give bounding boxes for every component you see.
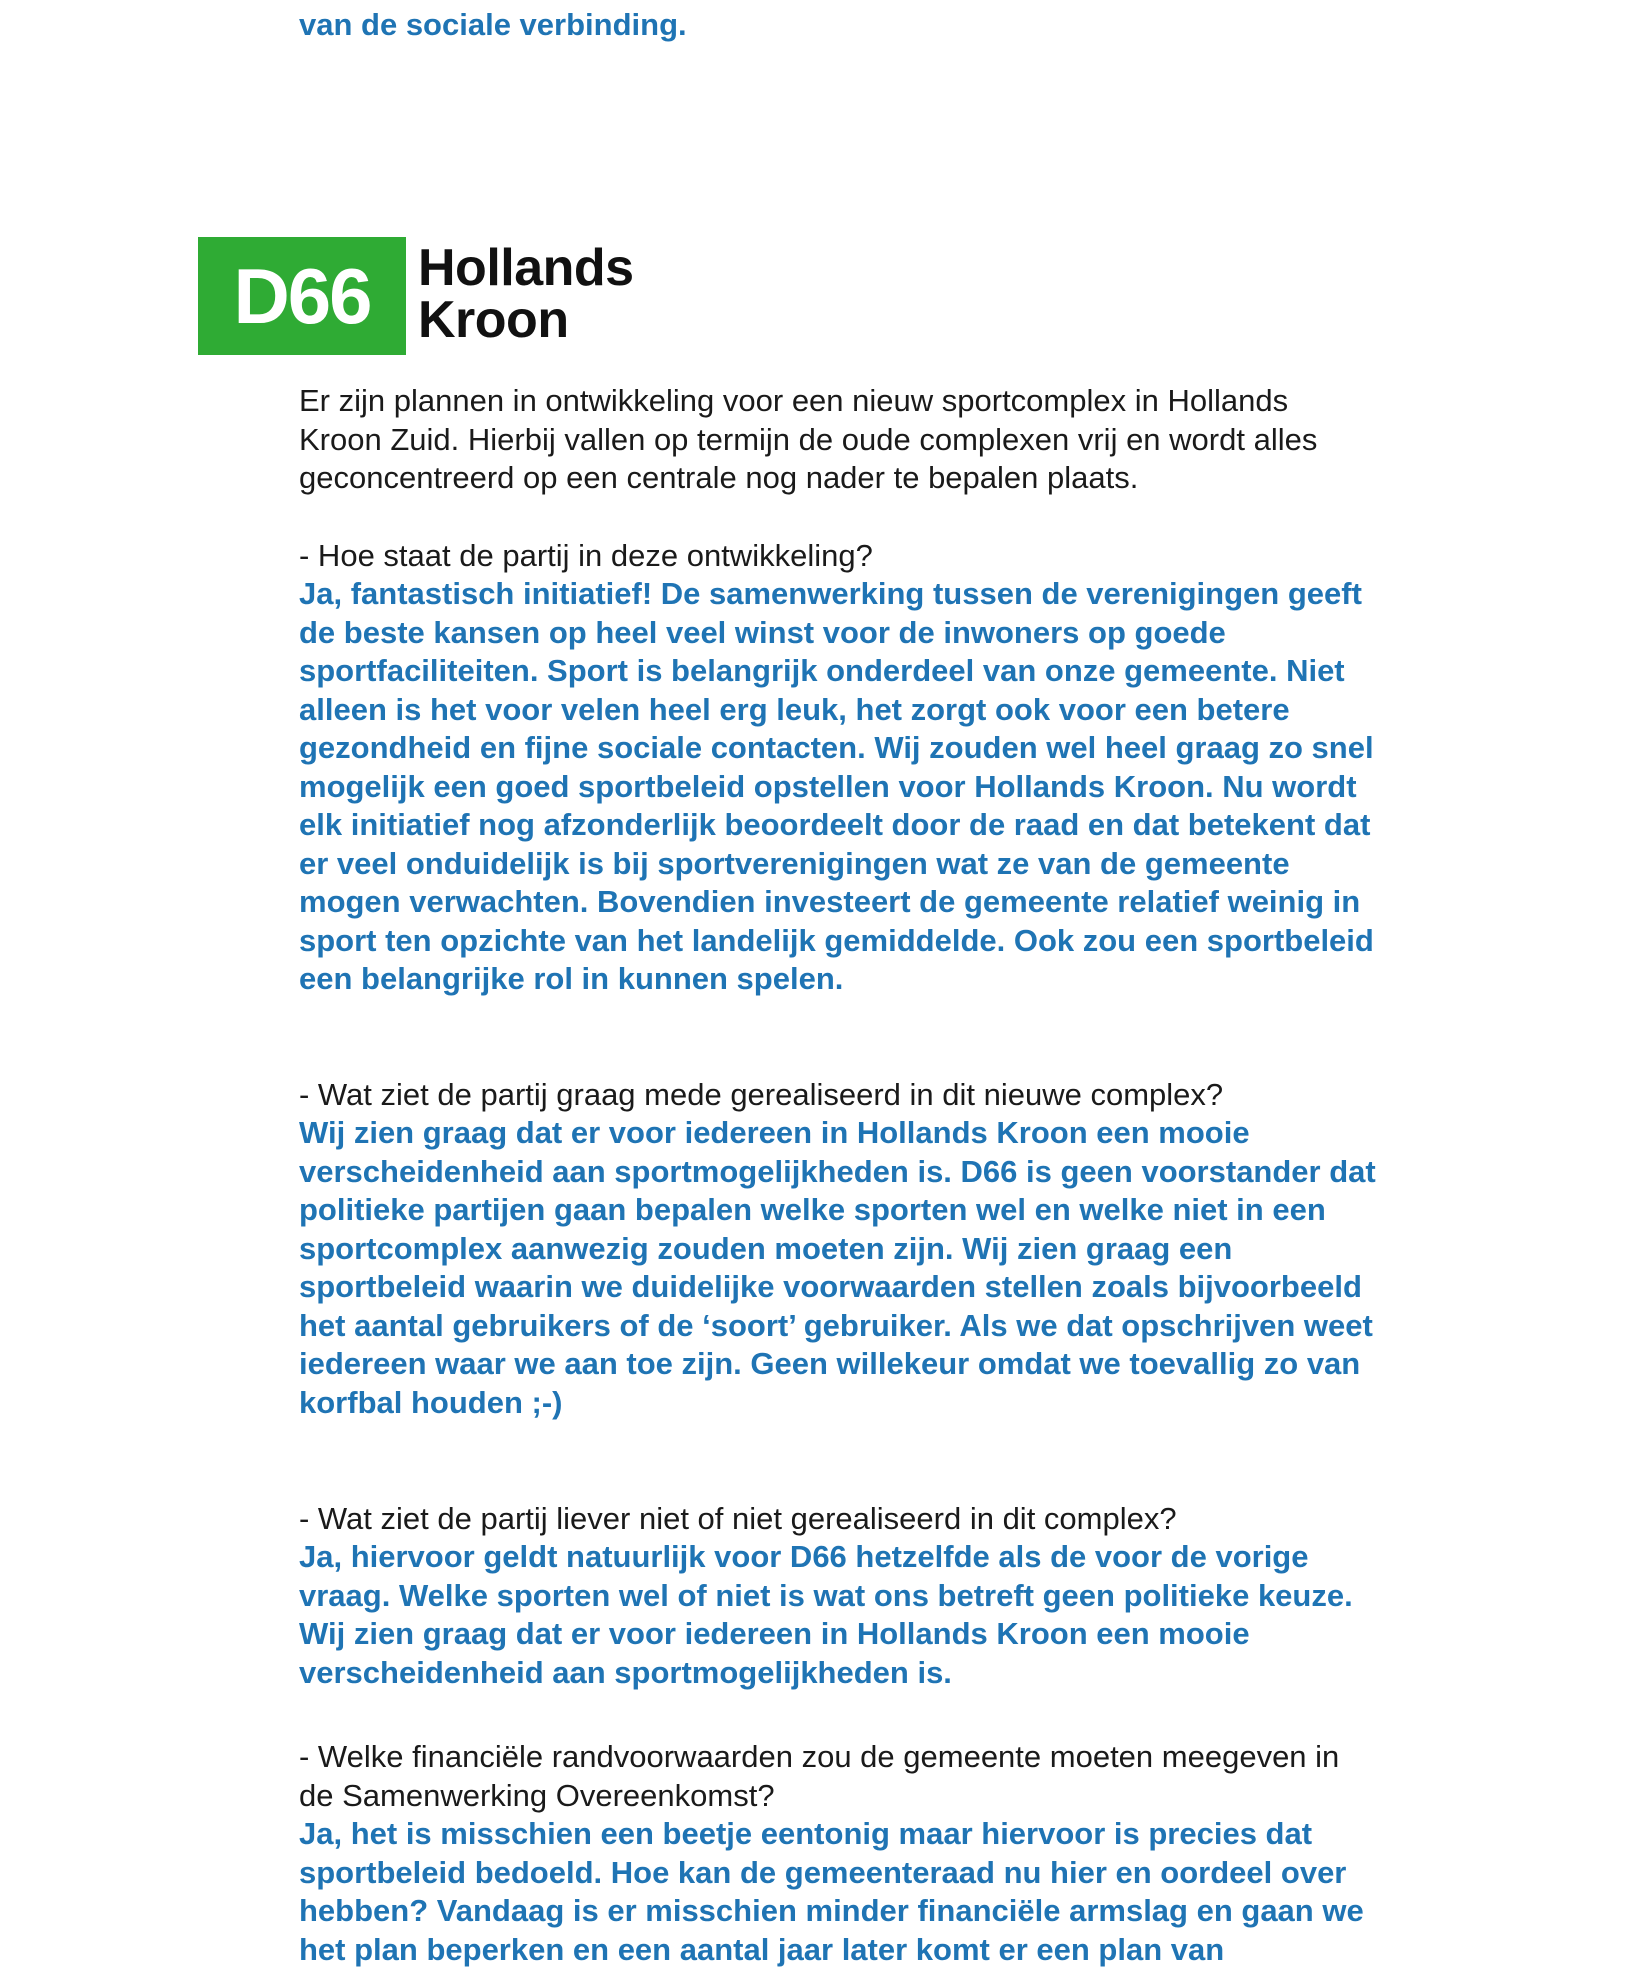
question-4: - Welke financiële randvoorwaarden zou de gemeente moeten meegeven in de Samenwerking Overeenkomst? [299, 1739, 1340, 1813]
answer-2: Wij zien graag dat er voor iedereen in Hollands Kroon een mooie verscheidenheid aan sportmogelijkheden is. D66 is geen voorstander dat politieke partijen gaan bepalen welke sporten wel en welke niet in een sportcomplex aanwezig zouden moeten zijn. Wij zien graag een sportbeleid waarin we duidelijke voorwaarden stellen zoals bijvoorbeeld het aantal gebruikers of de ‘soort’ gebruiker. Als we dat opschrijven weet iedereen waar we aan toe zijn. Geen willekeur omdat we toevallig zo van korfbal houden ;-) [299, 1115, 1376, 1420]
intro-paragraph: Er zijn plannen in ontwikkeling voor een nieuw sportcomplex in Hollands Kroon Zuid. Hierbij vallen op termijn de oude complexen vrij en wordt alles geconcentreerd op een centrale nog nader te bepalen plaats. [299, 383, 1318, 495]
question-3: - Wat ziet de partij liever niet of niet gerealiseerd in dit complex? [299, 1501, 1177, 1536]
answer-4: Ja, het is misschien een beetje eentonig maar hiervoor is precies dat sportbeleid bedoeld. Hoe kan de gemeenteraad nu hier en oordeel over hebben? Vandaag is er misschien minder financiële armslag en gaan we het plan beperken en een aantal jaar later komt er een plan van [299, 1816, 1364, 1967]
answer-1: Ja, fantastisch initiatief! De samenwerking tussen de verenigingen geeft de beste kansen op heel veel winst voor de inwoners op goede sportfaciliteiten. Sport is belangrijk onderdeel van onze gemeente. Niet alleen is het voor velen heel erg leuk, het zorgt ook voor een betere gezondheid en fijne sociale contacten. Wij zouden wel heel graag zo snel mogelijk een goed sportbeleid opstellen voor Hollands Kroon. Nu wordt elk initiatief nog afzonderlijk beoordeelt door de raad en dat betekent dat er veel onduidelijk is bij sportverenigingen wat ze van de gemeente mogen verwachten. Bovendien investeert de gemeente relatief weinig in sport ten opzichte van het landelijk gemiddelde. Ook zou een sportbeleid een belangrijke rol in kunnen spelen. [299, 576, 1374, 996]
logo-mark-box [198, 237, 406, 355]
previous-answer-tail: van de sociale verbinding. [299, 7, 687, 42]
logo-name: Hollands Kroon [418, 239, 634, 349]
logo-mark: D66 [233, 251, 371, 340]
answer-3: Ja, hiervoor geldt natuurlijk voor D66 hetzelfde als de voor de vorige vraag. Welke sporten wel of niet is wat ons betreft geen politieke keuze. Wij zien graag dat er voor iedereen in Hollands Kroon een mooie verscheidenheid aan sportmogelijkheden is. [299, 1539, 1353, 1690]
question-1: - Hoe staat de partij in deze ontwikkeling? [299, 538, 873, 573]
party-logo [198, 237, 634, 355]
question-2: - Wat ziet de partij graag mede gerealiseerd in dit nieuwe complex? [299, 1077, 1224, 1112]
